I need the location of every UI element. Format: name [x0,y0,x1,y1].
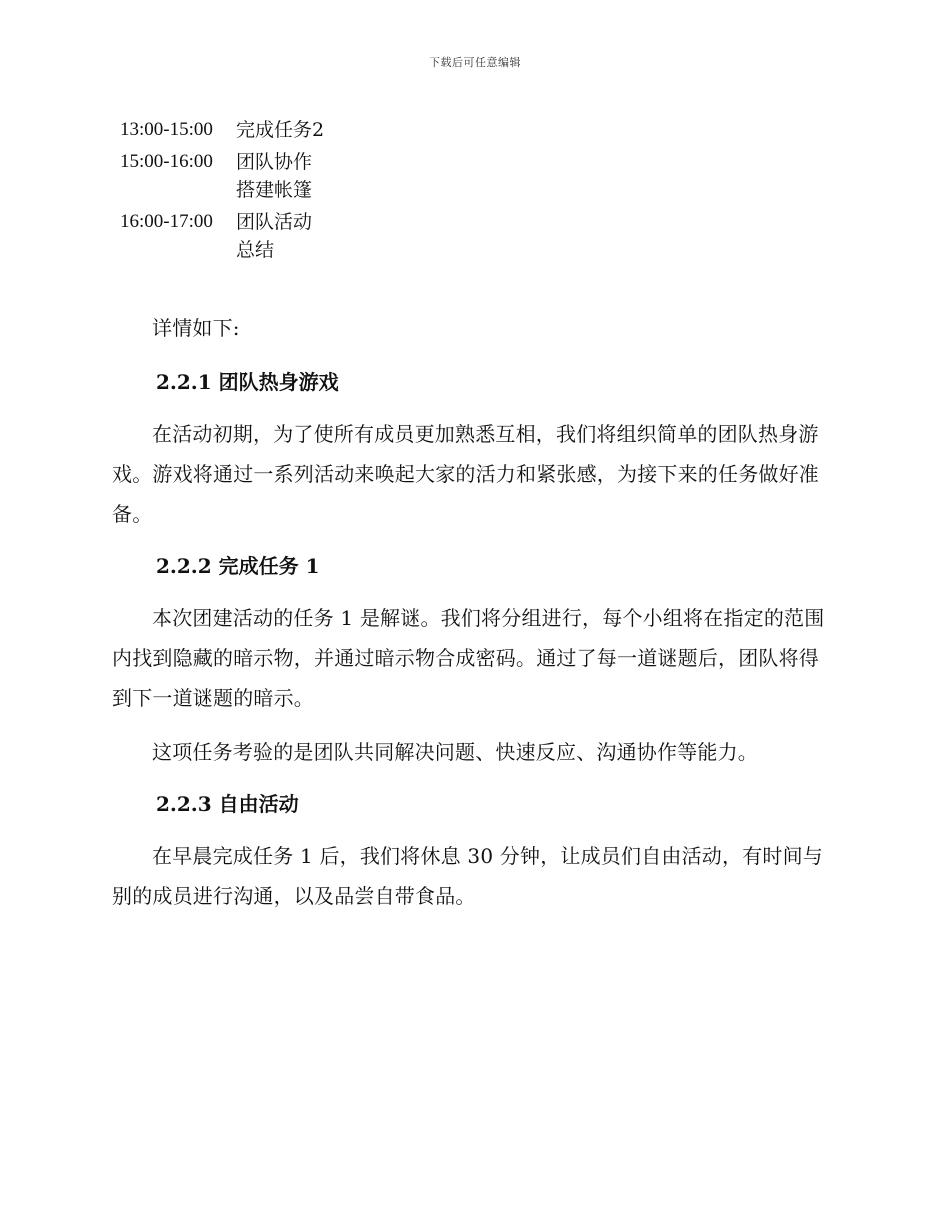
section-paragraph-warmup: 在活动初期，为了使所有成员更加熟悉互相，我们将组织简单的团队热身游戏。游戏将通过一系列活动来唤起大家的活力和紧张感，为接下来的任务做好准备。 [112,422,819,526]
schedule-activity: 团队活动总结 [236,211,313,261]
section-paragraph-free-activity: 在早晨完成任务 1 后，我们将休息 30 分钟，让成员们自由活动，有时间与别的成员进行沟通，以及品尝自带食品。 [112,844,824,908]
schedule-time: 13:00-15:00 [120,119,213,140]
section-heading-task1: 2.2.2 完成任务 1 [156,554,320,578]
section-paragraph-task1: 本次团建活动的任务 1 是解谜。我们将分组进行，每个小组将在指定的范围内找到隐藏的暗示物，并通过暗示物合成密码。通过了每一道谜题后，团队将得到下一道谜题的暗示。 [112,606,825,710]
schedule-table [120,116,326,268]
section-heading-free-activity: 2.2.3 自由活动 [156,792,299,816]
schedule-time: 15:00-16:00 [120,151,213,172]
lead-text: 详情如下: [152,316,240,340]
section-paragraph-task1-ability: 这项任务考验的是团队共同解决问题、快速反应、沟通协作等能力。 [152,740,758,764]
page-header: 下载后可任意编辑 [429,56,521,69]
schedule-time: 16:00-17:00 [120,211,213,232]
section-heading-warmup: 2.2.1 团队热身游戏 [156,370,339,394]
schedule-activity: 团队协作搭建帐篷 [236,151,313,201]
schedule-row [120,208,326,264]
schedule-row [120,148,326,204]
schedule-row [120,116,326,144]
schedule-activity: 完成任务2 [236,119,325,141]
document-body [112,308,838,916]
